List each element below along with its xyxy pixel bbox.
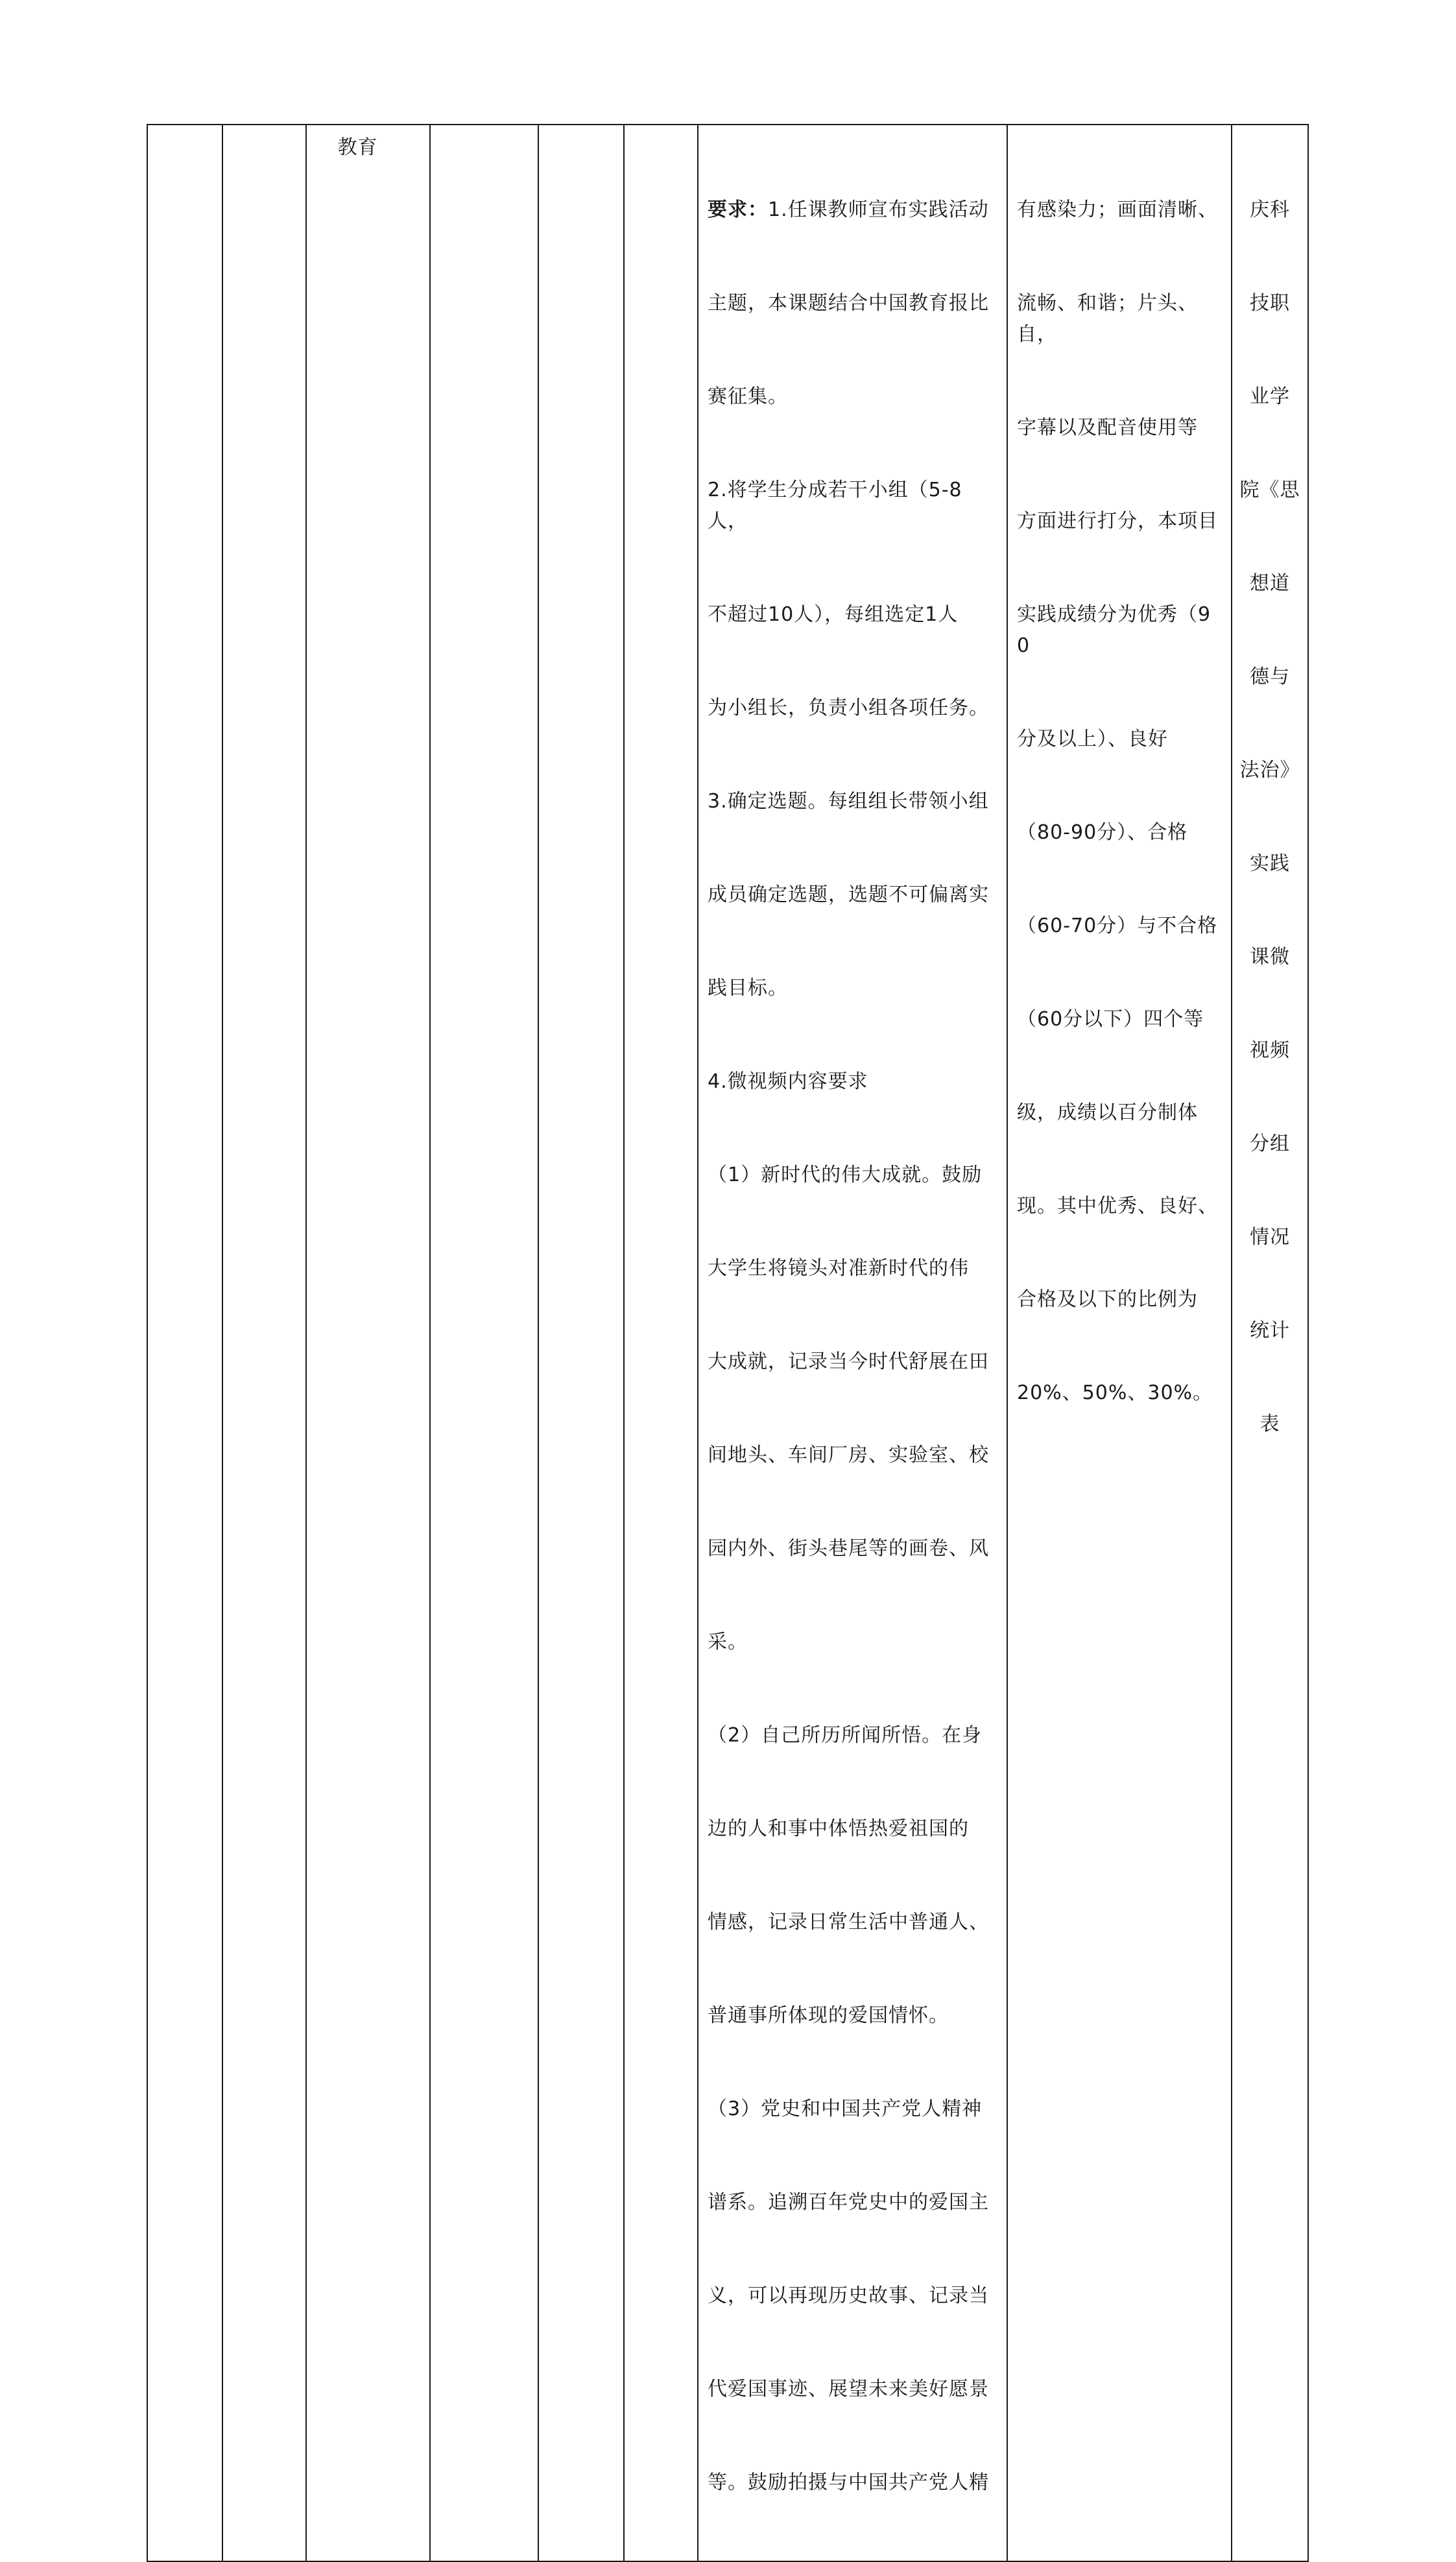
attachment-line: 课微 [1250, 946, 1290, 968]
criteria-line: 现。其中优秀、良好、 [1017, 1195, 1218, 1217]
requirements-line: 间地头、车间厂房、实验室、校 [708, 1444, 989, 1467]
requirements-line: 要求：1.任课教师宣布实践活动 [708, 198, 989, 221]
attachment-line: 法治》 [1239, 759, 1300, 782]
attachment-title [1232, 125, 1307, 1502]
criteria-line: 合格及以下的比例为 [1017, 1288, 1198, 1311]
requirements-line: 赛征集。 [708, 385, 788, 408]
criteria-line: 方面进行打分，本项目 [1017, 510, 1218, 533]
requirements-line: 大成就，记录当今时代舒展在田 [708, 1350, 989, 1373]
criteria-line: （80-90分）、合格 [1017, 821, 1188, 844]
attachment-line: 院《思 [1239, 479, 1300, 501]
attachment-line: 业学 [1250, 385, 1290, 408]
criteria-line: 级，成绩以百分制体 [1017, 1101, 1198, 1124]
requirements-text [698, 125, 1007, 2561]
requirements-line: 边的人和事中体悟热爱祖国的 [708, 1817, 969, 1840]
plan-table [147, 124, 1309, 2562]
attachment-line: 视频 [1250, 1039, 1290, 1062]
requirements-line: 代爱国事迹、展望未来美好愿景 [708, 2378, 989, 2400]
requirements-line: 2.将学生分成若干小组（5-8人， [708, 479, 962, 533]
requirements-label: 要求： [708, 198, 768, 221]
attachment-line: 技职 [1250, 292, 1290, 315]
requirements-line: 不超过10人），每组选定1人 [708, 603, 959, 626]
requirements-line: 成员确定选题，选题不可偏离实 [708, 883, 989, 906]
criteria-line: 分及以上）、良好 [1017, 728, 1168, 750]
requirements-line: 大学生将镜头对准新时代的伟 [708, 1257, 969, 1280]
requirements-line: （1）新时代的伟大成就。鼓励 [708, 1164, 983, 1186]
requirements-line: 情感，记录日常生活中普通人、 [708, 1911, 989, 1933]
criteria-line: 有感染力；画面清晰、 [1017, 198, 1218, 221]
table-cell-3 [306, 125, 430, 2561]
criteria-line: 20%、50%、30%。 [1017, 1382, 1213, 1404]
requirements-cell [698, 125, 1007, 2561]
requirements-line: （2）自己所历所闻所悟。在身 [708, 1724, 983, 1747]
requirements-line: 主题，本课题结合中国教育报比 [708, 292, 989, 315]
criteria-line: 流畅、和谐；片头、自， [1017, 292, 1198, 346]
requirements-line: （3）党史和中国共产党人精神 [708, 2098, 983, 2120]
requirements-line: 为小组长，负责小组各项任务。 [708, 697, 989, 719]
criteria-cell [1007, 125, 1232, 2561]
attachment-line: 德与 [1250, 665, 1290, 688]
criteria-line: 字幕以及配音使用等 [1017, 416, 1198, 439]
attachment-line: 情况 [1250, 1226, 1290, 1249]
attachment-line: 庆科 [1250, 198, 1290, 221]
attachment-line: 表 [1259, 1413, 1280, 1435]
table-cell-5 [538, 125, 624, 2561]
requirements-line: 3.确定选题。每组组长带领小组 [708, 790, 989, 813]
criteria-line: 实践成绩分为优秀（90 [1017, 603, 1211, 657]
criteria-line: （60-70分）与不合格 [1017, 915, 1218, 937]
requirements-line: 采。 [708, 1631, 748, 1653]
requirements-line: 义，可以再现历史故事、记录当 [708, 2284, 989, 2307]
table-cell-2 [222, 125, 306, 2561]
requirements-line: 园内外、街头巷尾等的画卷、风 [708, 1537, 989, 1560]
cell-text-education: 教育 [337, 136, 378, 159]
requirements-line: 等。鼓励拍摄与中国共产党人精 [708, 2471, 989, 2494]
attachment-line: 实践 [1250, 852, 1290, 875]
requirements-line: 普通事所体现的爱国情怀。 [708, 2004, 949, 2027]
requirements-line: 践目标。 [708, 977, 788, 1000]
table-cell-1 [147, 125, 222, 2561]
table-cell-6 [624, 125, 698, 2561]
attachment-cell [1232, 125, 1308, 2561]
criteria-text [1008, 125, 1231, 1471]
attachment-line: 分组 [1250, 1132, 1290, 1155]
attachment-line: 想道 [1250, 572, 1290, 595]
attachment-line: 统计 [1250, 1319, 1290, 1342]
requirements-line: 谱系。追溯百年党史中的爱国主 [708, 2191, 989, 2214]
criteria-line: （60分以下）四个等 [1017, 1008, 1204, 1031]
requirements-line: 4.微视频内容要求 [708, 1070, 868, 1093]
table-cell-4 [430, 125, 538, 2561]
table-row [147, 125, 1308, 2561]
